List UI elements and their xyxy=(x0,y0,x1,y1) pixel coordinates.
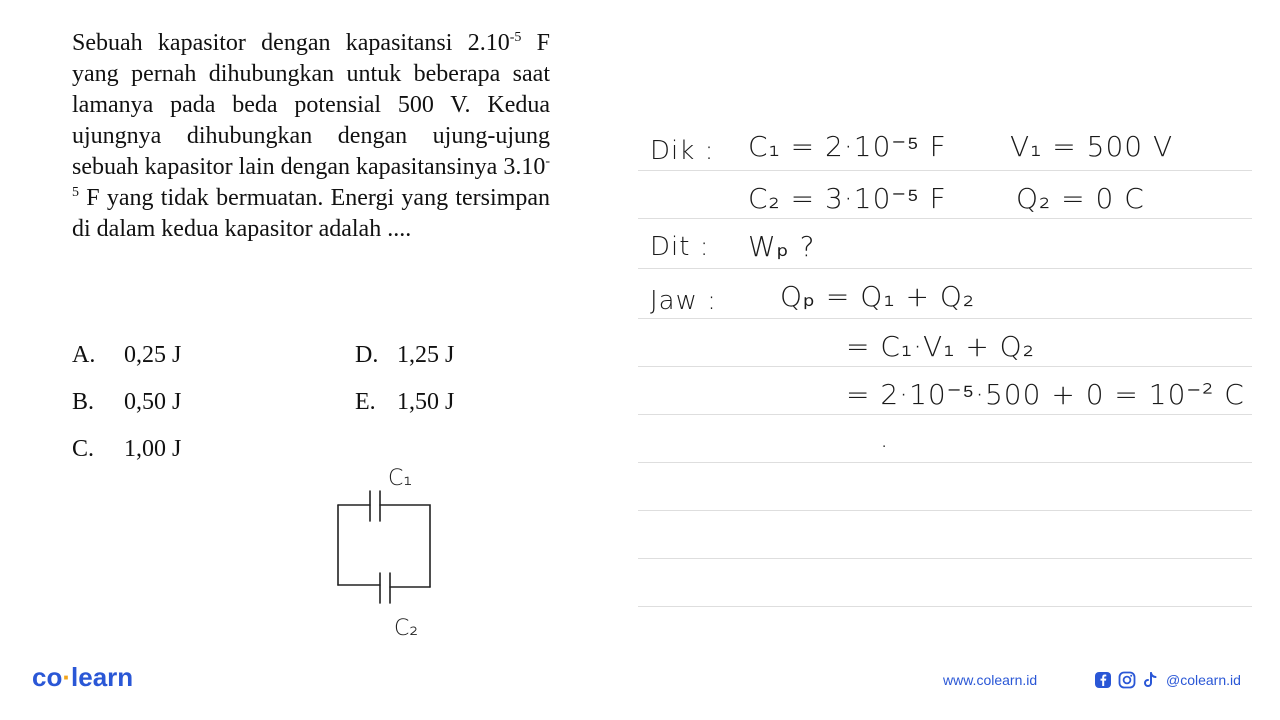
option-a-letter: A. xyxy=(72,342,96,368)
note-line xyxy=(638,414,1252,415)
dik-label: Dik : xyxy=(650,136,715,166)
note-line xyxy=(638,510,1252,511)
note-line xyxy=(638,268,1252,269)
option-d-letter: D. xyxy=(355,342,379,368)
pen-dot: . xyxy=(880,424,890,454)
option-c-value: 1,00 J xyxy=(124,436,182,462)
note-line xyxy=(638,558,1252,559)
option-b[interactable] xyxy=(72,387,181,417)
step-2: = C₁·V₁ + Q₂ xyxy=(846,330,1035,363)
option-e-letter: E. xyxy=(355,389,376,415)
circuit-diagram xyxy=(330,455,460,645)
option-b-letter: B. xyxy=(72,389,95,415)
note-line xyxy=(638,366,1252,367)
colearn-logo[interactable] xyxy=(32,662,133,693)
v1-given: V₁ = 500 V xyxy=(1010,130,1174,163)
step-3: = 2·10⁻⁵·500 + 0 = 10⁻² C xyxy=(846,378,1245,411)
note-line xyxy=(638,218,1252,219)
note-line xyxy=(638,606,1252,607)
option-a[interactable] xyxy=(72,340,181,370)
c2-mantissa: 3.10 xyxy=(503,154,546,180)
option-a-value: 0,25 J xyxy=(124,342,182,368)
question-line1: Sebuah kapasitor dengan kapasitansi xyxy=(72,30,453,56)
tiktok-icon[interactable] xyxy=(1142,671,1158,689)
question-body: F yang pernah dihubungkan untuk beberapa saat lamanya pada beda potensial 500 V. Kedua ujungnya dihubungkan dengan ujung-ujung sebuah kapasitor lain dengan kapasitansinya xyxy=(72,30,550,180)
option-c-letter: C. xyxy=(72,436,95,462)
question-end: F yang tidak bermuatan. Energi yang tersimpan di dalam kedua kapasitor adalah .... xyxy=(72,185,550,242)
jaw-label: Jaw : xyxy=(650,286,717,316)
website-link[interactable]: www.colearn.id xyxy=(943,672,1038,688)
option-c[interactable] xyxy=(72,434,181,464)
c1-exponent: -5 xyxy=(509,30,522,45)
c1-given: C₁ = 2·10⁻⁵ F xyxy=(748,130,947,163)
q2-given: Q₂ = 0 C xyxy=(1016,182,1145,215)
c2-label: C₂ xyxy=(394,616,419,641)
step-1: Qₚ = Q₁ + Q₂ xyxy=(780,280,976,313)
instagram-icon[interactable] xyxy=(1118,671,1136,689)
wire-top-right xyxy=(380,505,430,587)
facebook-icon[interactable] xyxy=(1094,671,1112,689)
c2-given: C₂ = 3·10⁻⁵ F xyxy=(748,182,947,215)
option-b-value: 0,50 J xyxy=(124,389,182,415)
option-e-value: 1,50 J xyxy=(397,389,455,415)
brand-dot: · xyxy=(62,662,72,692)
brand-part1: co xyxy=(32,662,63,692)
dit-label: Dit : xyxy=(650,232,710,262)
question-text xyxy=(72,28,550,245)
dit-question: Wₚ ? xyxy=(748,230,816,263)
note-line xyxy=(638,318,1252,319)
note-line xyxy=(638,462,1252,463)
option-e[interactable] xyxy=(355,387,454,417)
c1-label: C₁ xyxy=(388,466,413,491)
c2-exponent: -5 xyxy=(72,154,550,200)
c1-mantissa: 2.10 xyxy=(467,30,510,56)
option-d-value: 1,25 J xyxy=(397,342,455,368)
option-d[interactable] xyxy=(355,340,454,370)
social-handle[interactable]: @colearn.id xyxy=(1166,672,1241,688)
note-line xyxy=(638,170,1252,171)
social-links xyxy=(1094,669,1241,691)
brand-part2: learn xyxy=(71,662,134,692)
